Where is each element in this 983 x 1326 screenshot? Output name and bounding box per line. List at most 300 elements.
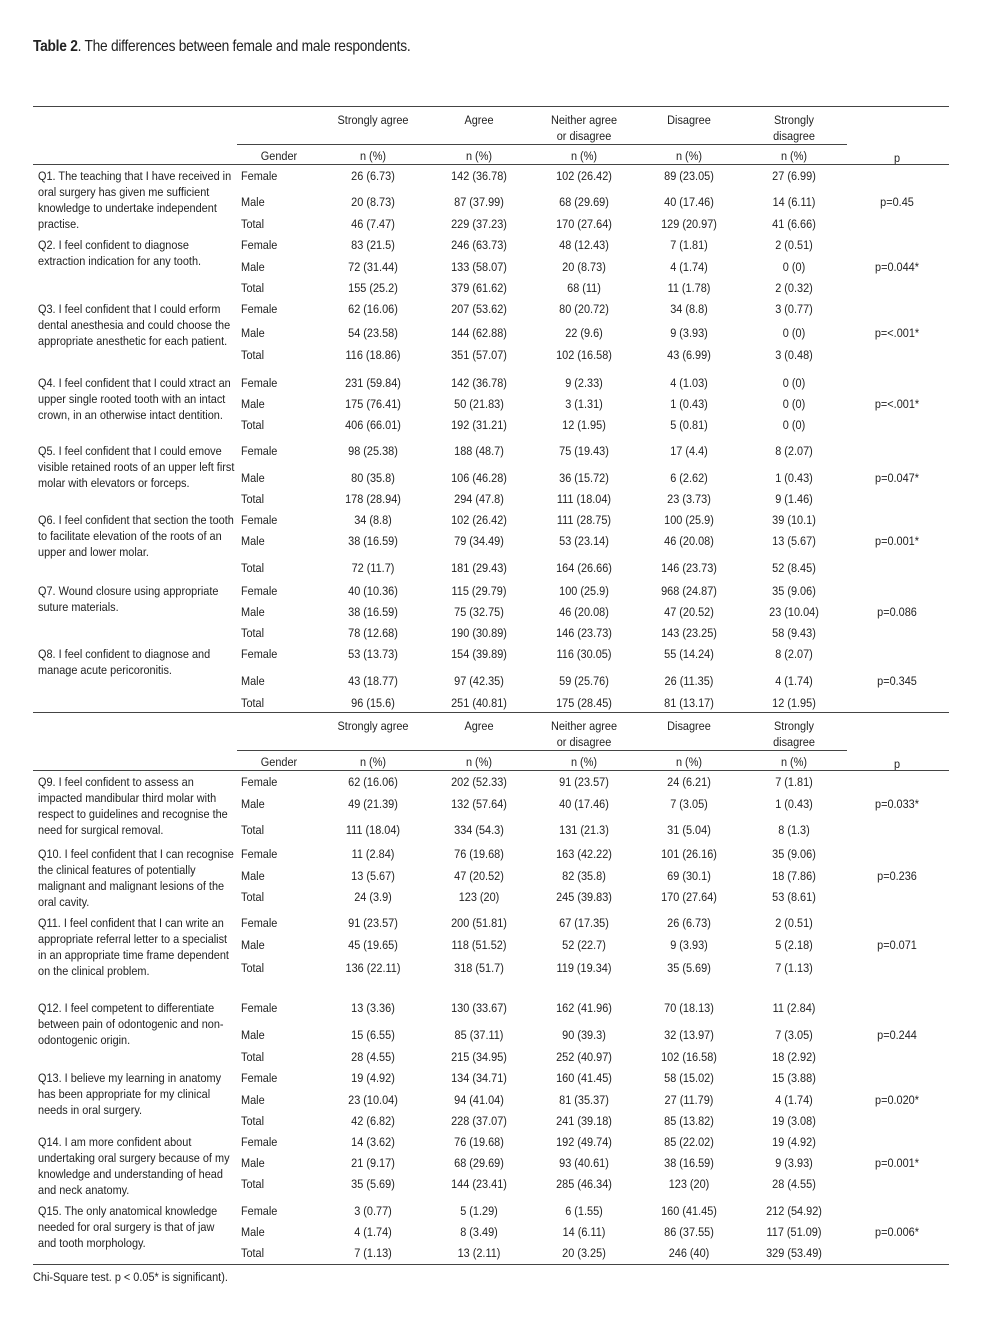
gender-cell: Male <box>241 674 265 688</box>
p-value-cell: p=0.044* <box>875 260 919 274</box>
column-header-3: Neither agree <box>550 113 618 127</box>
value-cell: 1 (0.43) <box>775 797 813 811</box>
value-cell: 86 (37.55) <box>664 1225 714 1239</box>
p-header: p <box>893 757 901 771</box>
value-cell: 13 (5.67) <box>351 869 395 883</box>
value-cell: 8 (2.07) <box>775 647 813 661</box>
value-cell: 111 (28.75) <box>556 513 612 527</box>
unit-header: n (%) <box>465 755 493 769</box>
p-value-cell: p=0.047* <box>875 471 919 485</box>
data-table <box>33 106 949 1266</box>
value-cell: 12 (1.95) <box>562 418 606 432</box>
gender-cell: Female <box>241 916 278 930</box>
value-cell: 202 (52.33) <box>451 775 507 789</box>
header-bottom-rule <box>33 770 949 771</box>
value-cell: 54 (23.58) <box>348 326 398 340</box>
value-cell: 379 (61.62) <box>451 281 507 295</box>
value-cell: 102 (26.42) <box>451 513 507 527</box>
gender-cell: Total <box>241 281 265 295</box>
value-cell: 39 (10.1) <box>772 513 816 527</box>
gender-cell: Male <box>241 1225 265 1239</box>
value-cell: 7 (1.13) <box>354 1246 392 1260</box>
value-cell: 5 (1.29) <box>460 1204 498 1218</box>
value-cell: 228 (37.07) <box>451 1114 507 1128</box>
value-cell: 76 (19.68) <box>454 847 504 861</box>
value-cell: 170 (27.64) <box>661 890 717 904</box>
p-value-cell: p=0.071 <box>877 938 917 952</box>
question-text: Q4. I feel confident that I could xtract an upper single rooted tooth with an intact crown, in an otherwise intact dentition. <box>38 376 231 422</box>
p-value-cell: p=0.006* <box>875 1225 919 1239</box>
gender-cell: Male <box>241 938 265 952</box>
gender-cell: Female <box>241 169 278 183</box>
question-text: Q6. I feel confident that section the tooth to facilitate elevation of the roots of an upper and lower molar. <box>38 513 234 559</box>
value-cell: 229 (37.23) <box>451 217 507 231</box>
column-header-1: Strongly agree <box>337 719 409 733</box>
value-cell: 175 (76.41) <box>345 397 401 411</box>
value-cell: 55 (14.24) <box>664 647 714 661</box>
value-cell: 129 (20.97) <box>661 217 717 231</box>
value-cell: 28 (4.55) <box>772 1177 816 1191</box>
p-value-cell: p=0.236 <box>877 869 917 883</box>
value-cell: 115 (29.79) <box>451 584 507 598</box>
value-cell: 80 (20.72) <box>559 302 609 316</box>
value-cell: 7 (1.81) <box>775 775 813 789</box>
value-cell: 40 (17.46) <box>664 195 714 209</box>
question-text: Q10. I feel confident that I can recognise the clinical features of potentially malignant and malignant lesions of the oral cavity. <box>38 847 234 909</box>
value-cell: 76 (19.68) <box>454 1135 504 1149</box>
gender-cell: Female <box>241 847 278 861</box>
value-cell: 35 (5.69) <box>667 961 711 975</box>
question-text: Q15. The only anatomical knowledge needed for oral surgery is that of jaw and tooth morphology. <box>38 1204 218 1250</box>
value-cell: 26 (6.73) <box>351 169 395 183</box>
value-cell: 9 (2.33) <box>565 376 603 390</box>
value-cell: 1 (0.43) <box>670 397 708 411</box>
question-text: Q1. The teaching that I have received in oral surgery has given me sufficient knowledge to undertake independent practise. <box>38 169 232 231</box>
value-cell: 215 (34.95) <box>451 1050 507 1064</box>
value-cell: 318 (51.7) <box>454 961 504 975</box>
value-cell: 68 (11) <box>567 281 601 295</box>
value-cell: 70 (18.13) <box>664 1001 714 1015</box>
value-cell: 24 (6.21) <box>667 775 711 789</box>
value-cell: 334 (54.3) <box>454 823 504 837</box>
value-cell: 19 (4.92) <box>772 1135 816 1149</box>
gender-cell: Total <box>241 492 265 506</box>
question-text: Q2. I feel confident to diagnose extraction indication for any tooth. <box>38 238 202 268</box>
gender-header: Gender <box>260 149 298 163</box>
column-header-5: Strongly <box>773 719 815 733</box>
column-header-3: or disagree <box>556 129 612 143</box>
value-cell: 75 (32.75) <box>454 605 504 619</box>
value-cell: 142 (36.78) <box>451 376 507 390</box>
value-cell: 18 (7.86) <box>772 869 816 883</box>
unit-header: n (%) <box>465 149 493 163</box>
gender-cell: Female <box>241 1001 278 1015</box>
question-text: Q12. I feel competent to differentiate between pain of odontogenic and non-odontogenic origin. <box>38 1001 224 1047</box>
gender-cell: Male <box>241 869 265 883</box>
value-cell: 17 (4.4) <box>670 444 708 458</box>
unit-header: n (%) <box>780 149 808 163</box>
value-cell: 40 (17.46) <box>559 797 609 811</box>
value-cell: 91 (23.57) <box>559 775 609 789</box>
column-header-5: disagree <box>773 129 815 143</box>
value-cell: 52 (8.45) <box>772 561 816 575</box>
gender-cell: Female <box>241 1204 278 1218</box>
unit-header: n (%) <box>675 755 703 769</box>
value-cell: 27 (6.99) <box>772 169 816 183</box>
value-cell: 13 (2.11) <box>457 1246 501 1260</box>
header-mid-rule <box>237 750 847 751</box>
value-cell: 101 (26.16) <box>661 847 717 861</box>
value-cell: 40 (10.36) <box>348 584 398 598</box>
table-label: Table 2 <box>33 38 78 55</box>
value-cell: 20 (8.73) <box>351 195 395 209</box>
question-text: Q3. I feel confident that I could erform dental anesthesia and could choose the appropriate anesthetic for each patient. <box>38 302 231 348</box>
value-cell: 146 (23.73) <box>661 561 717 575</box>
value-cell: 11 (2.84) <box>351 847 395 861</box>
value-cell: 4 (1.03) <box>670 376 708 390</box>
question-text: Q14. I am more confident about undertaking oral surgery because of my knowledge and understanding of head and neck anatomy. <box>38 1135 230 1197</box>
value-cell: 241 (39.18) <box>556 1114 612 1128</box>
p-value-cell: p=<.001* <box>874 326 920 340</box>
value-cell: 14 (3.62) <box>351 1135 395 1149</box>
value-cell: 160 (41.45) <box>661 1204 717 1218</box>
column-header-2: Agree <box>464 113 494 127</box>
header-mid-rule <box>237 144 847 145</box>
value-cell: 14 (6.11) <box>772 195 816 209</box>
value-cell: 968 (24.87) <box>661 584 717 598</box>
value-cell: 102 (26.42) <box>556 169 612 183</box>
value-cell: 142 (36.78) <box>451 169 507 183</box>
value-cell: 85 (37.11) <box>454 1028 504 1042</box>
p-value-cell: p=0.086 <box>877 605 917 619</box>
value-cell: 246 (40) <box>668 1246 710 1260</box>
unit-header: n (%) <box>780 755 808 769</box>
value-cell: 11 (2.84) <box>772 1001 816 1015</box>
value-cell: 9 (3.93) <box>670 938 708 952</box>
value-cell: 200 (51.81) <box>451 916 507 930</box>
p-value-cell: p=<.001* <box>874 397 920 411</box>
value-cell: 35 (9.06) <box>772 847 816 861</box>
value-cell: 6 (2.62) <box>670 471 708 485</box>
header-top-rule <box>33 106 949 107</box>
value-cell: 0 (0) <box>782 418 806 432</box>
value-cell: 130 (33.67) <box>451 1001 507 1015</box>
value-cell: 34 (8.8) <box>354 513 392 527</box>
value-cell: 53 (23.14) <box>559 534 609 548</box>
value-cell: 192 (31.21) <box>451 418 507 432</box>
value-cell: 78 (12.68) <box>348 626 398 640</box>
value-cell: 68 (29.69) <box>454 1156 504 1170</box>
p-value-cell: p=0.345 <box>877 674 917 688</box>
value-cell: 15 (6.55) <box>351 1028 395 1042</box>
value-cell: 100 (25.9) <box>664 513 714 527</box>
gender-cell: Total <box>241 561 265 575</box>
gender-cell: Female <box>241 584 278 598</box>
value-cell: 134 (34.71) <box>451 1071 507 1085</box>
value-cell: 9 (3.93) <box>775 1156 813 1170</box>
value-cell: 4 (1.74) <box>775 1093 813 1107</box>
value-cell: 3 (1.31) <box>565 397 603 411</box>
gender-cell: Total <box>241 348 265 362</box>
column-header-4: Disagree <box>667 719 711 733</box>
question-text: Q7. Wound closure using appropriate suture materials. <box>38 584 219 614</box>
value-cell: 160 (41.45) <box>556 1071 612 1085</box>
value-cell: 5 (2.18) <box>775 938 813 952</box>
value-cell: 2 (0.51) <box>775 916 813 930</box>
value-cell: 11 (1.78) <box>667 281 711 295</box>
unit-header: n (%) <box>359 149 387 163</box>
value-cell: 34 (8.8) <box>670 302 708 316</box>
value-cell: 68 (29.69) <box>559 195 609 209</box>
p-value-cell: p=0.244 <box>877 1028 917 1042</box>
value-cell: 47 (20.52) <box>664 605 714 619</box>
value-cell: 102 (16.58) <box>661 1050 717 1064</box>
value-cell: 19 (3.08) <box>772 1114 816 1128</box>
value-cell: 42 (6.82) <box>351 1114 395 1128</box>
value-cell: 22 (9.6) <box>565 326 603 340</box>
value-cell: 48 (12.43) <box>559 238 609 252</box>
value-cell: 192 (49.74) <box>556 1135 612 1149</box>
gender-cell: Female <box>241 238 278 252</box>
value-cell: 8 (2.07) <box>775 444 813 458</box>
value-cell: 4 (1.74) <box>670 260 708 274</box>
value-cell: 0 (0) <box>782 260 806 274</box>
value-cell: 83 (21.5) <box>351 238 395 252</box>
gender-cell: Female <box>241 513 278 527</box>
value-cell: 155 (25.2) <box>348 281 398 295</box>
value-cell: 87 (37.99) <box>454 195 504 209</box>
value-cell: 0 (0) <box>782 326 806 340</box>
value-cell: 13 (3.36) <box>351 1001 395 1015</box>
unit-header: n (%) <box>570 149 598 163</box>
value-cell: 118 (51.52) <box>451 938 507 952</box>
value-cell: 46 (20.08) <box>559 605 609 619</box>
value-cell: 43 (6.99) <box>667 348 711 362</box>
value-cell: 3 (0.48) <box>775 348 813 362</box>
value-cell: 9 (1.46) <box>775 492 813 506</box>
value-cell: 98 (25.38) <box>348 444 398 458</box>
value-cell: 8 (3.49) <box>460 1225 498 1239</box>
value-cell: 294 (47.8) <box>454 492 504 506</box>
gender-cell: Female <box>241 376 278 390</box>
value-cell: 72 (11.7) <box>351 561 395 575</box>
unit-header: n (%) <box>359 755 387 769</box>
column-header-4: Disagree <box>667 113 711 127</box>
value-cell: 94 (41.04) <box>454 1093 504 1107</box>
value-cell: 131 (21.3) <box>559 823 609 837</box>
value-cell: 35 (9.06) <box>772 584 816 598</box>
column-header-5: disagree <box>773 735 815 749</box>
value-cell: 13 (5.67) <box>772 534 816 548</box>
value-cell: 59 (25.76) <box>559 674 609 688</box>
question-text: Q8. I feel confident to diagnose and manage acute pericoronitis. <box>38 647 211 677</box>
value-cell: 406 (66.01) <box>345 418 401 432</box>
gender-cell: Female <box>241 647 278 661</box>
gender-cell: Male <box>241 397 265 411</box>
value-cell: 8 (1.3) <box>778 823 810 837</box>
p-value-cell: p=0.020* <box>875 1093 919 1107</box>
value-cell: 15 (3.88) <box>772 1071 816 1085</box>
value-cell: 119 (19.34) <box>556 961 612 975</box>
value-cell: 12 (1.95) <box>772 696 816 710</box>
value-cell: 46 (7.47) <box>351 217 395 231</box>
gender-cell: Total <box>241 1246 265 1260</box>
value-cell: 2 (0.51) <box>775 238 813 252</box>
value-cell: 116 (18.86) <box>345 348 401 362</box>
question-text: Q5. I feel confident that I could emove visible retained roots of an upper left first molar with elevators or forceps. <box>38 444 235 490</box>
header-bottom-rule <box>33 164 949 165</box>
p-header: p <box>893 151 901 165</box>
value-cell: 19 (4.92) <box>351 1071 395 1085</box>
value-cell: 43 (18.77) <box>348 674 398 688</box>
value-cell: 231 (59.84) <box>345 376 401 390</box>
value-cell: 93 (40.61) <box>559 1156 609 1170</box>
value-cell: 53 (13.73) <box>348 647 398 661</box>
value-cell: 207 (53.62) <box>451 302 507 316</box>
value-cell: 116 (30.05) <box>556 647 612 661</box>
gender-cell: Female <box>241 1071 278 1085</box>
gender-cell: Total <box>241 823 265 837</box>
gender-cell: Male <box>241 260 265 274</box>
value-cell: 67 (17.35) <box>559 916 609 930</box>
gender-cell: Male <box>241 471 265 485</box>
question-text: Q13. I believe my learning in anatomy has been appropriate for my clinical needs in oral surgery. <box>38 1071 222 1117</box>
p-value-cell: p=0.45 <box>880 195 914 209</box>
value-cell: 23 (3.73) <box>667 492 711 506</box>
gender-cell: Male <box>241 1156 265 1170</box>
value-cell: 23 (10.04) <box>769 605 819 619</box>
value-cell: 123 (20) <box>458 890 500 904</box>
value-cell: 91 (23.57) <box>348 916 398 930</box>
gender-cell: Total <box>241 626 265 640</box>
gender-cell: Female <box>241 302 278 316</box>
table-caption <box>33 38 410 56</box>
value-cell: 285 (46.34) <box>556 1177 612 1191</box>
table-bottom-rule <box>33 1264 949 1265</box>
value-cell: 90 (39.3) <box>562 1028 606 1042</box>
value-cell: 117 (51.09) <box>766 1225 822 1239</box>
value-cell: 106 (46.28) <box>451 471 507 485</box>
value-cell: 4 (1.74) <box>775 674 813 688</box>
value-cell: 132 (57.64) <box>451 797 507 811</box>
gender-cell: Total <box>241 961 265 975</box>
value-cell: 58 (15.02) <box>664 1071 714 1085</box>
value-cell: 23 (10.04) <box>348 1093 398 1107</box>
value-cell: 2 (0.32) <box>775 281 813 295</box>
value-cell: 96 (15.6) <box>351 696 395 710</box>
unit-header: n (%) <box>675 149 703 163</box>
unit-header: n (%) <box>570 755 598 769</box>
value-cell: 0 (0) <box>782 376 806 390</box>
value-cell: 7 (3.05) <box>775 1028 813 1042</box>
value-cell: 212 (54.92) <box>766 1204 822 1218</box>
value-cell: 252 (40.97) <box>556 1050 612 1064</box>
value-cell: 7 (1.13) <box>775 961 813 975</box>
column-header-3: Neither agree <box>550 719 618 733</box>
question-text: Q11. I feel confident that I can write an appropriate referral letter to a specialist in an appropriate time frame dependent on the clinical problem. <box>38 916 229 978</box>
value-cell: 38 (16.59) <box>664 1156 714 1170</box>
value-cell: 251 (40.81) <box>451 696 507 710</box>
gender-cell: Total <box>241 1050 265 1064</box>
value-cell: 111 (18.04) <box>556 492 612 506</box>
value-cell: 100 (25.9) <box>559 584 609 598</box>
column-header-1: Strongly agree <box>337 113 409 127</box>
value-cell: 20 (8.73) <box>562 260 606 274</box>
value-cell: 3 (0.77) <box>775 302 813 316</box>
value-cell: 41 (6.66) <box>772 217 816 231</box>
column-header-5: Strongly <box>773 113 815 127</box>
value-cell: 80 (35.8) <box>351 471 395 485</box>
value-cell: 45 (19.65) <box>348 938 398 952</box>
value-cell: 163 (42.22) <box>556 847 612 861</box>
value-cell: 62 (16.06) <box>348 302 398 316</box>
gender-header: Gender <box>260 755 298 769</box>
table-title: . The differences between female and male respondents. <box>77 38 411 55</box>
gender-cell: Male <box>241 1093 265 1107</box>
value-cell: 79 (34.49) <box>454 534 504 548</box>
value-cell: 18 (2.92) <box>772 1050 816 1064</box>
value-cell: 24 (3.9) <box>354 890 392 904</box>
value-cell: 178 (28.94) <box>345 492 401 506</box>
value-cell: 31 (5.04) <box>667 823 711 837</box>
column-header-3: or disagree <box>556 735 612 749</box>
value-cell: 20 (3.25) <box>562 1246 606 1260</box>
value-cell: 5 (0.81) <box>670 418 708 432</box>
value-cell: 21 (9.17) <box>351 1156 395 1170</box>
value-cell: 190 (30.89) <box>451 626 507 640</box>
gender-cell: Male <box>241 797 265 811</box>
value-cell: 188 (48.7) <box>454 444 504 458</box>
table-footnote: Chi-Square test. p < 0.05* is significant). <box>33 1270 228 1284</box>
value-cell: 50 (21.83) <box>454 397 504 411</box>
value-cell: 351 (57.07) <box>451 348 507 362</box>
value-cell: 0 (0) <box>782 397 806 411</box>
value-cell: 175 (28.45) <box>556 696 612 710</box>
value-cell: 1 (0.43) <box>775 471 813 485</box>
value-cell: 7 (1.81) <box>670 238 708 252</box>
gender-cell: Total <box>241 696 265 710</box>
value-cell: 85 (22.02) <box>664 1135 714 1149</box>
gender-cell: Female <box>241 1135 278 1149</box>
value-cell: 26 (6.73) <box>667 916 711 930</box>
value-cell: 154 (39.89) <box>451 647 507 661</box>
gender-cell: Male <box>241 605 265 619</box>
value-cell: 164 (26.66) <box>556 561 612 575</box>
gender-cell: Male <box>241 1028 265 1042</box>
value-cell: 89 (23.05) <box>664 169 714 183</box>
value-cell: 85 (13.82) <box>664 1114 714 1128</box>
value-cell: 123 (20) <box>668 1177 710 1191</box>
value-cell: 102 (16.58) <box>556 348 612 362</box>
gender-cell: Total <box>241 217 265 231</box>
value-cell: 4 (1.74) <box>354 1225 392 1239</box>
value-cell: 111 (18.04) <box>345 823 401 837</box>
value-cell: 72 (31.44) <box>348 260 398 274</box>
value-cell: 133 (58.07) <box>451 260 507 274</box>
value-cell: 62 (16.06) <box>348 775 398 789</box>
value-cell: 28 (4.55) <box>351 1050 395 1064</box>
gender-cell: Male <box>241 195 265 209</box>
value-cell: 26 (11.35) <box>664 674 714 688</box>
value-cell: 7 (3.05) <box>670 797 708 811</box>
value-cell: 143 (23.25) <box>661 626 717 640</box>
value-cell: 36 (15.72) <box>559 471 609 485</box>
value-cell: 170 (27.64) <box>556 217 612 231</box>
value-cell: 81 (35.37) <box>559 1093 609 1107</box>
p-value-cell: p=0.033* <box>875 797 919 811</box>
value-cell: 69 (30.1) <box>667 869 711 883</box>
gender-cell: Total <box>241 418 265 432</box>
